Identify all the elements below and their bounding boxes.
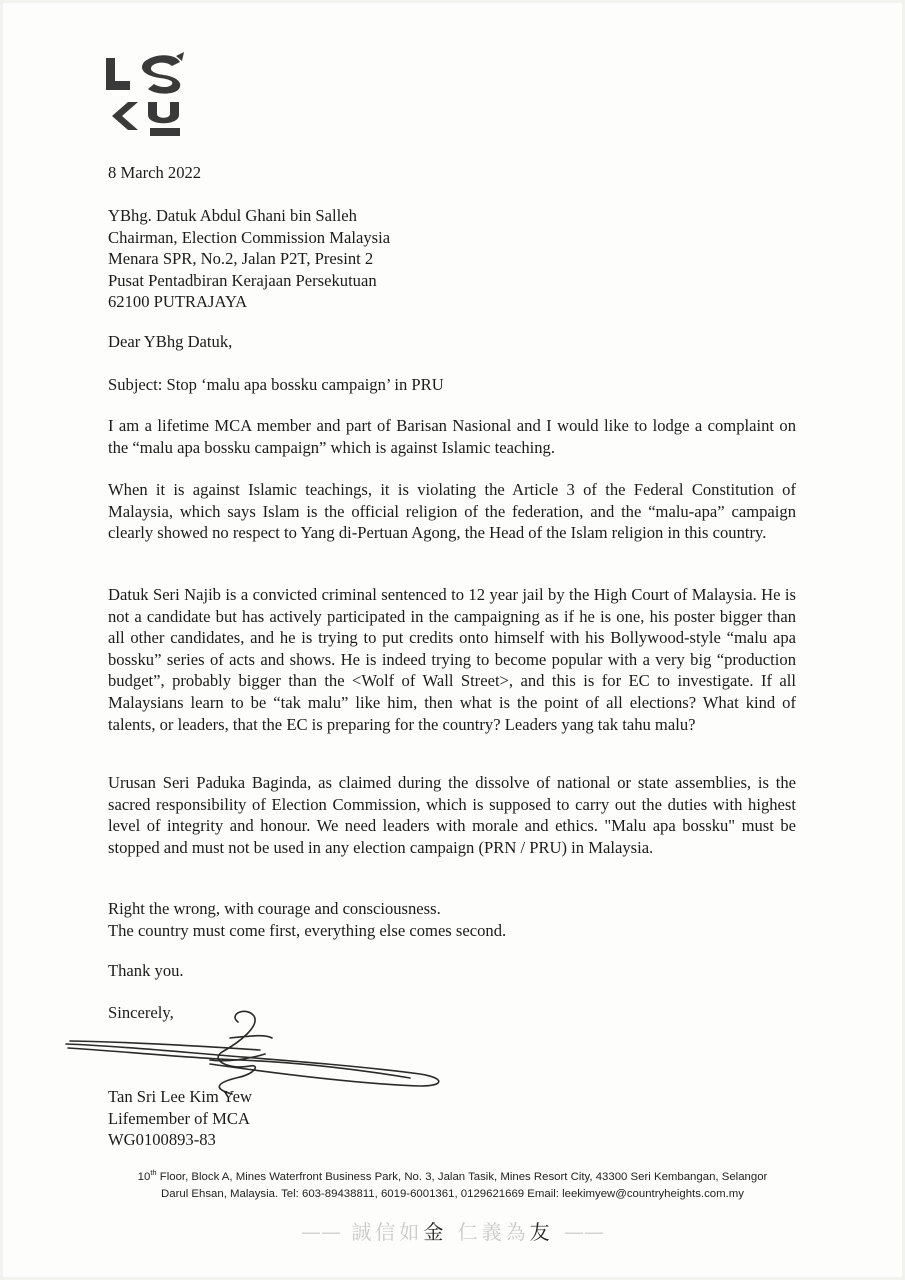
signer-id: WG0100893-83 bbox=[108, 1130, 216, 1150]
closing-line: The country must come first, everything else comes second. bbox=[108, 920, 507, 940]
motto-char-1: 金 bbox=[423, 1220, 448, 1244]
closing-lines bbox=[108, 898, 506, 941]
letterhead-footer bbox=[0, 1169, 905, 1203]
motto-part-2: 仁義為 bbox=[457, 1220, 530, 1244]
signer-block bbox=[108, 1086, 252, 1151]
footer-contact-line: Darul Ehsan, Malaysia. Tel: 603-89438811, 6019-6001361, 0129621669 Email: leekimyew@countryheights.com.my bbox=[161, 1188, 744, 1200]
motto-right-rule: —— bbox=[564, 1220, 605, 1244]
motto-left-rule: —— bbox=[300, 1220, 341, 1244]
body-paragraph: Datuk Seri Najib is a convicted criminal sentenced to 12 year jail by the High Court of Malaysia. He is not a candidate but has actively participated in the campaigning as if he is one, his poster bigger than all other candidates, and he is trying to put credits onto himself with his Bollywood-style “malu apa bossku” series of acts and shows. He is indeed trying to become popular with a very big “production budget”, probably bigger than the <Wolf of Wall Street>, and this is for EC to investigate. If all Malaysians learn to be “tak malu” like him, then what is the point of all elections? What kind of talents, or leaders, that the EC is preparing for the country? Leaders yang tak tahu malu? bbox=[108, 585, 796, 734]
letter-date: 8 March 2022 bbox=[108, 163, 202, 182]
body-paragraph: Urusan Seri Paduka Baginda, as claimed during the dissolve of national or state assemblies, is the sacred responsibility of Election Commission, which is supposed to carry out the duties with highest level of integrity and honour. We need leaders with morale and ethics. "Malu apa bossku" must be stopped and must not be used in any election campaign (PRN / PRU) in Malaysia. bbox=[108, 773, 796, 857]
salutation: Dear YBhg Datuk, bbox=[108, 332, 233, 351]
footer-address-line bbox=[0, 1169, 905, 1186]
recipient-line: Chairman, Election Commission Malaysia bbox=[108, 227, 391, 247]
thanks-line: Thank you. bbox=[108, 961, 184, 980]
closing-line: Right the wrong, with courage and consciousness. bbox=[108, 899, 441, 918]
subject-line: Subject: Stop ‘malu apa bossku campaign’ in PRU bbox=[108, 375, 444, 394]
lky-logo bbox=[104, 52, 188, 138]
recipient-line: Menara SPR, No.2, Jalan P2T, Presint 2 bbox=[108, 249, 374, 269]
floor-number: 10 bbox=[137, 1171, 151, 1183]
recipient-line: YBhg. Datuk Abdul Ghani bin Salleh bbox=[108, 206, 357, 225]
footer-address-rest: Floor, Block A, Mines Waterfront Business Park, No. 3, Jalan Tasik, Mines Resort City, 43300 Seri Kembangan, Selangor bbox=[156, 1171, 768, 1183]
motto-line bbox=[0, 1216, 905, 1245]
recipient-line: Pusat Pentadbiran Kerajaan Persekutuan bbox=[108, 270, 377, 290]
motto-char-2: 友 bbox=[529, 1220, 554, 1244]
recipient-line: 62100 PUTRAJAYA bbox=[108, 292, 248, 312]
handwritten-signature bbox=[60, 1008, 450, 1098]
signer-title: Lifemember of MCA bbox=[108, 1108, 250, 1128]
recipient-address bbox=[108, 205, 390, 313]
sign-off: Sincerely, bbox=[108, 1003, 174, 1022]
motto-part-1: 誠信如 bbox=[351, 1220, 424, 1244]
body-paragraph: When it is against Islamic teachings, it is violating the Article 3 of the Federal Constitution of Malaysia, which says Islam is the official religion of the federation, and the “malu-apa” campaign clearly showed no respect to Yang di-Pertuan Agong, the Head of the Islam religion in this country. bbox=[108, 480, 796, 543]
body-paragraph: I am a lifetime MCA member and part of Barisan Nasional and I would like to lodge a complaint on the “malu apa bossku campaign” which is against Islamic teaching. bbox=[108, 416, 796, 457]
signer-name: Tan Sri Lee Kim Yew bbox=[108, 1087, 253, 1106]
floor-suffix: th bbox=[150, 1168, 157, 1178]
